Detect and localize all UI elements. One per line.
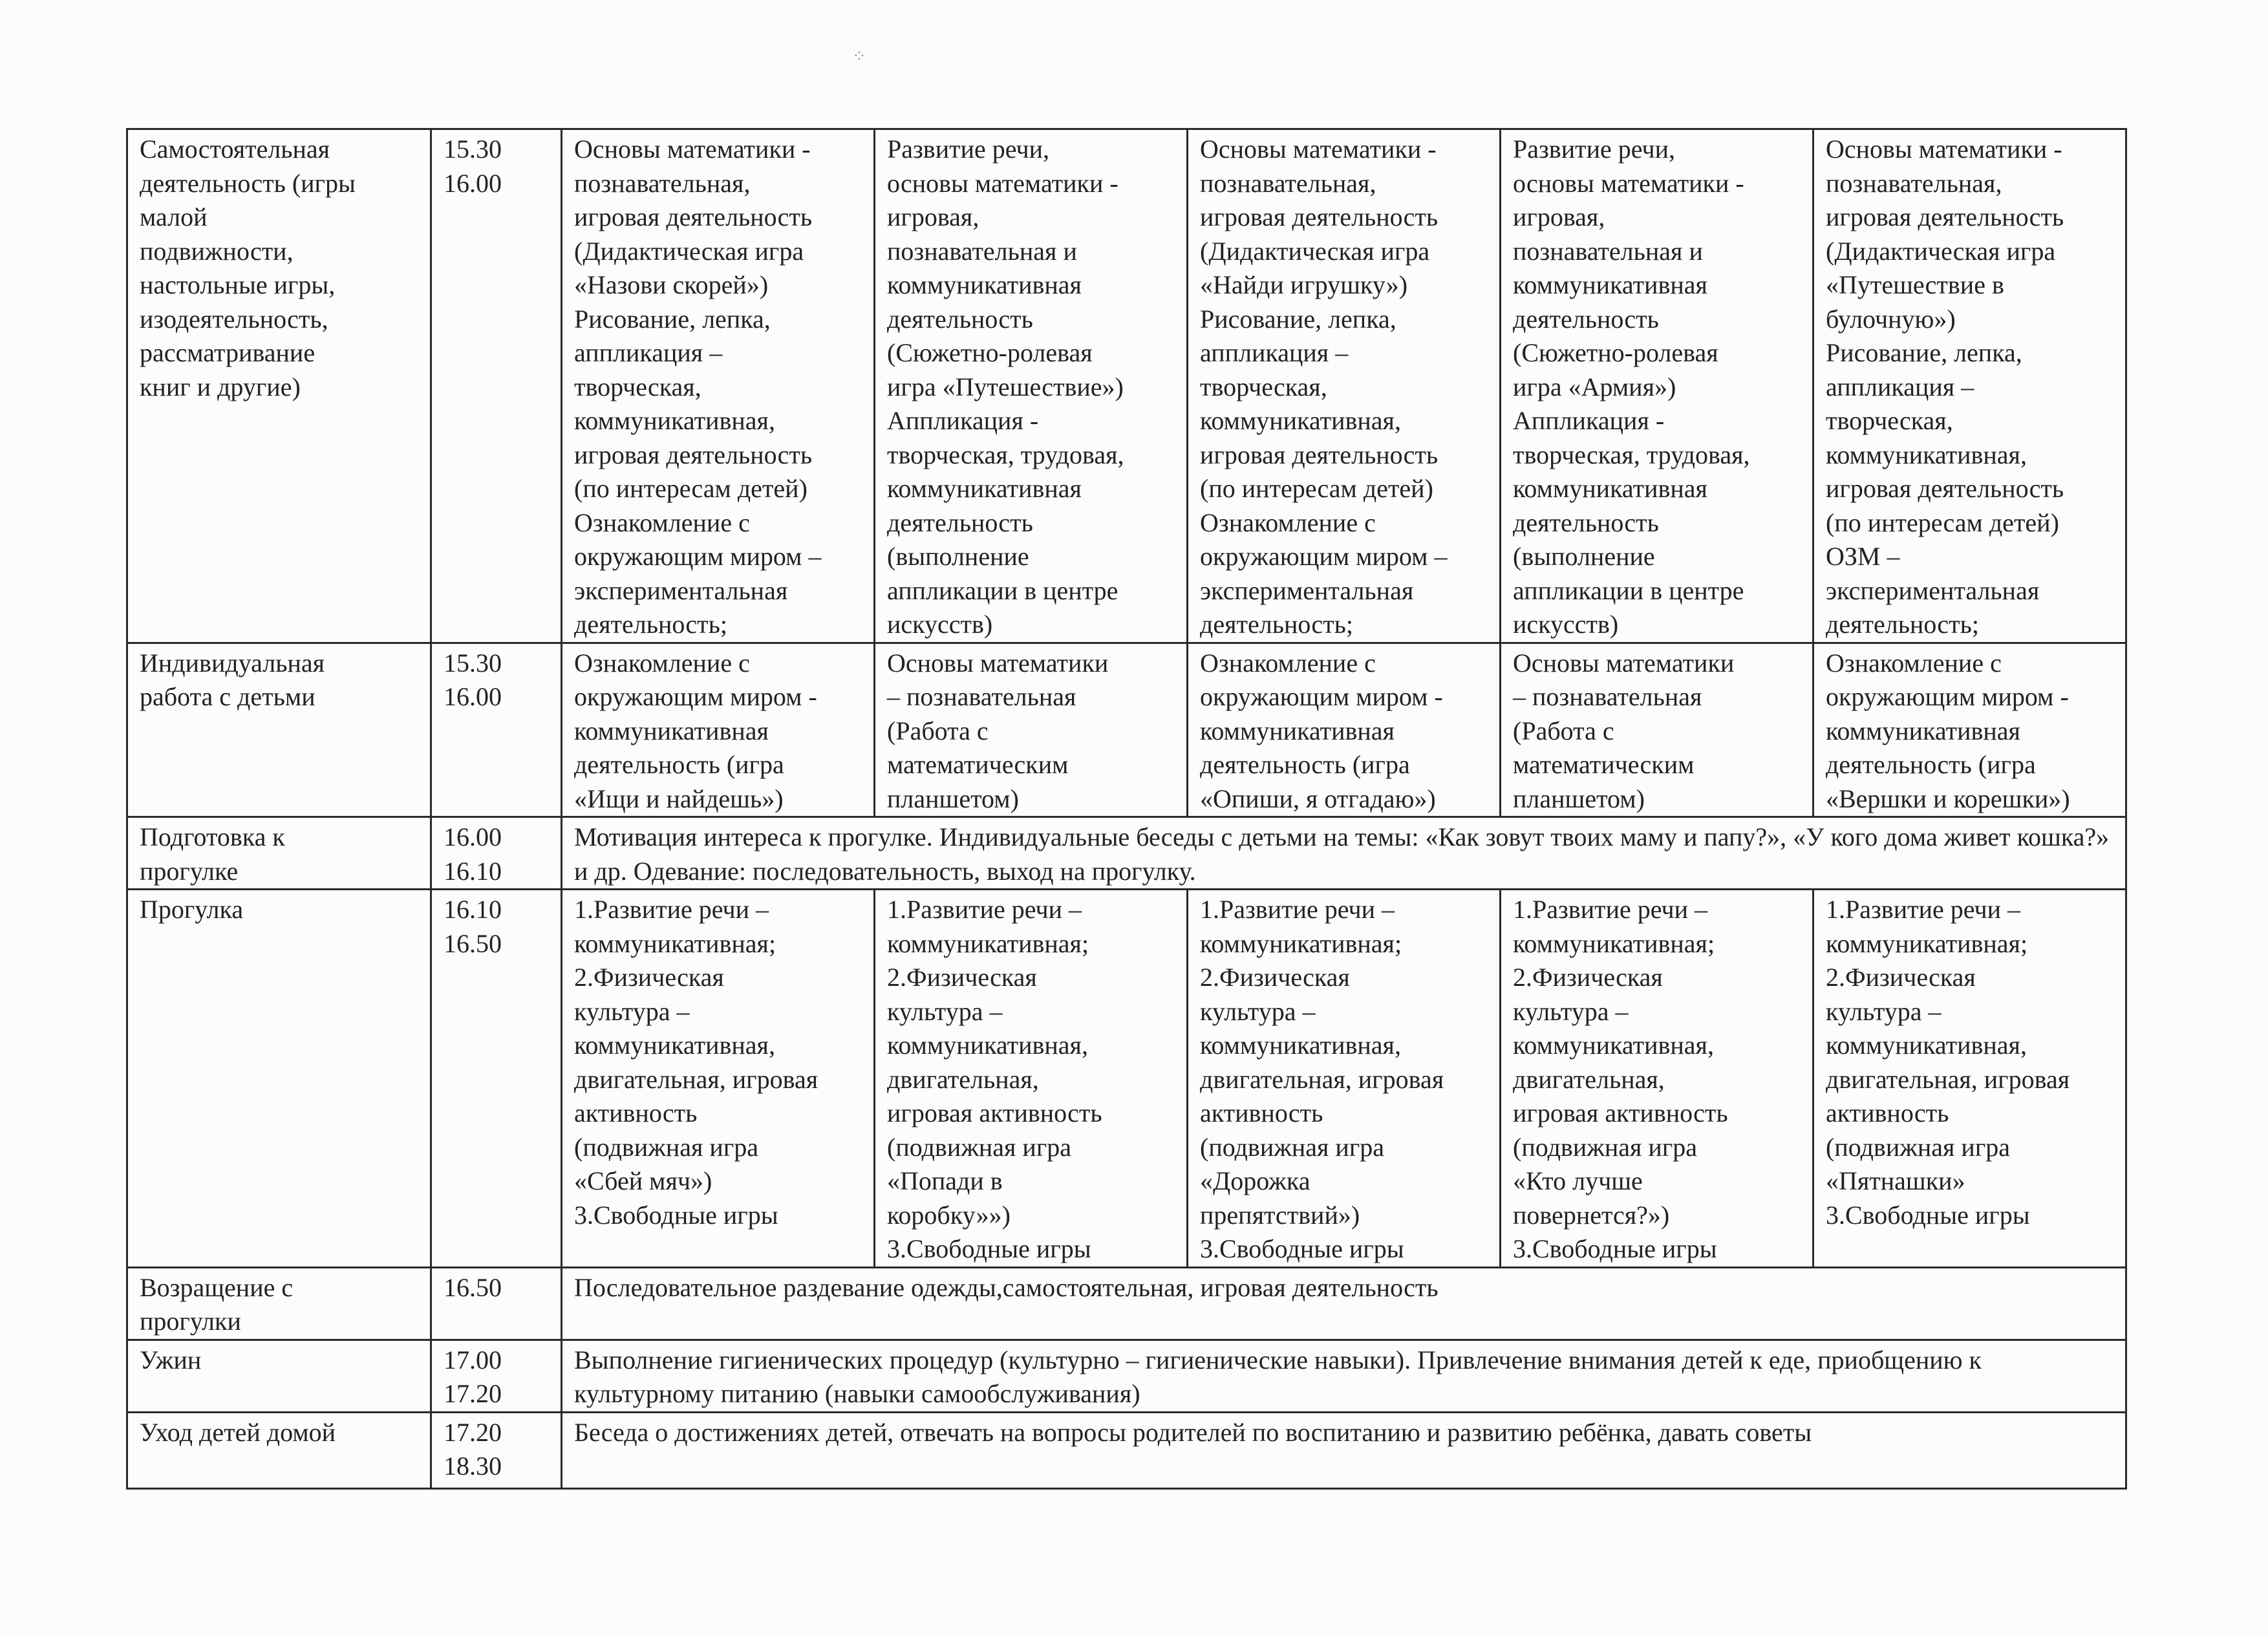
cell-line: 16.50	[444, 1272, 502, 1302]
day-cell	[1813, 643, 2126, 817]
cell-line: «Кто лучше	[1513, 1166, 1643, 1195]
cell-line: познавательная,	[1826, 168, 2002, 198]
cell-line: Ознакомление с	[1826, 648, 2002, 678]
cell-line: игровая активность	[1513, 1098, 1728, 1127]
cell-line: Основы математики -	[574, 134, 811, 164]
cell-line: (подвижная игра	[1826, 1132, 2010, 1162]
cell-line: игровая деятельность	[1826, 202, 2064, 231]
cell-line: – познавательная	[887, 682, 1076, 711]
day-cell	[562, 129, 875, 643]
cell-line: коммуникативная;	[887, 928, 1089, 958]
schedule-table	[126, 128, 2127, 1490]
table-row	[127, 643, 2126, 817]
cell-line: 2.Физическая	[1513, 963, 1663, 992]
cell-line: 17.00	[444, 1345, 502, 1374]
cell-line: деятельность (игра	[1200, 750, 1410, 779]
cell-line: творческая,	[574, 372, 701, 401]
cell-line: 16.00	[444, 168, 502, 198]
day-cell	[562, 890, 875, 1268]
cell-line: прогулке	[140, 856, 239, 886]
cell-line: искусств)	[887, 610, 993, 639]
cell-line: культура –	[1513, 996, 1629, 1026]
cell-line: малой	[140, 202, 208, 231]
cell-line: 2.Физическая	[1200, 963, 1350, 992]
cell-line: игровая активность	[887, 1098, 1102, 1127]
cell-line: коммуникативная	[887, 474, 1082, 503]
cell-line: культура –	[1826, 996, 1942, 1026]
cell-line: коммуникативная,	[574, 406, 775, 435]
cell-line: коммуникативная,	[1513, 1031, 1714, 1060]
activity-cell	[127, 890, 431, 1268]
cell-line: (Работа с	[1513, 716, 1614, 745]
activity-cell	[127, 643, 431, 817]
cell-line: (выполнение	[1513, 542, 1655, 571]
cell-line: (Дидактическая игра	[1826, 236, 2056, 266]
day-cell	[1501, 890, 1813, 1268]
day-cell	[1188, 643, 1501, 817]
day-cell	[562, 643, 875, 817]
cell-line: познавательная и	[1513, 236, 1703, 266]
cell-line: Развитие речи,	[1513, 134, 1676, 164]
cell-line: коммуникативная	[1200, 716, 1395, 745]
cell-line: экспериментальная	[574, 575, 788, 605]
time-cell	[431, 129, 562, 643]
cell-line: деятельность;	[574, 610, 727, 639]
cell-line: аппликация –	[574, 338, 723, 367]
cell-line: игровая деятельность	[1200, 440, 1439, 469]
cell-line: коммуникативная;	[1513, 928, 1715, 958]
time-cell	[431, 817, 562, 890]
cell-line: коммуникативная	[887, 270, 1082, 299]
cell-line: «Найди игрушку»)	[1200, 270, 1408, 299]
activity-cell	[127, 129, 431, 643]
cell-line: математическим	[887, 750, 1069, 779]
cell-line: игра «Армия»)	[1513, 372, 1676, 401]
cell-line: ОЗМ –	[1826, 542, 1900, 571]
cell-line: творческая,	[1200, 372, 1327, 401]
cell-line: 15.30	[444, 134, 502, 164]
cell-line: 15.30	[444, 648, 502, 678]
cell-line: аппликация –	[1200, 338, 1349, 367]
cell-line: (Сюжетно-ролевая	[1513, 338, 1718, 367]
table-row	[127, 890, 2126, 1268]
cell-line: двигательная,	[887, 1064, 1039, 1094]
day-cell	[1813, 129, 2126, 643]
cell-line: «Назови скорей»)	[574, 270, 769, 299]
cell-line: окружающим миром -	[1826, 682, 2069, 711]
cell-line: творческая,	[1826, 406, 1953, 435]
cell-line: Основы математики -	[1826, 134, 2062, 164]
cell-line: игровая,	[887, 202, 979, 231]
day-cell	[1501, 129, 1813, 643]
day-cell	[875, 890, 1188, 1268]
cell-line: 1.Развитие речи –	[1513, 895, 1708, 924]
cell-line: Возращение с	[140, 1272, 294, 1302]
activity-cell	[127, 1340, 431, 1412]
merged-description-cell: Беседа о достижениях детей, отвечать на вопросы родителей по воспитанию и развитию ребёнка, давать советы	[562, 1412, 2126, 1488]
cell-line: деятельность	[887, 304, 1033, 334]
cell-line: аппликация –	[1826, 372, 1974, 401]
cell-line: игровая деятельность	[574, 202, 813, 231]
table-row	[127, 1340, 2126, 1412]
cell-line: аппликации в центре	[887, 575, 1118, 605]
cell-line: игра «Путешествие»)	[887, 372, 1124, 401]
cell-line: игровая деятельность	[1200, 202, 1439, 231]
cell-line: (выполнение	[887, 542, 1029, 571]
cell-line: Основы математики	[1513, 648, 1735, 678]
schedule-body	[127, 129, 2126, 1489]
time-cell	[431, 890, 562, 1268]
cell-line: «Дорожка	[1200, 1166, 1311, 1195]
time-cell	[431, 1340, 562, 1412]
cell-line: подвижности,	[140, 236, 294, 266]
cell-line: коммуникативная,	[1826, 1031, 2027, 1060]
cell-line: изодеятельность,	[140, 304, 328, 334]
cell-line: окружающим миром –	[574, 542, 822, 571]
cell-line: Развитие речи,	[887, 134, 1050, 164]
cell-line: (подвижная игра	[887, 1132, 1071, 1162]
table-row	[127, 817, 2126, 890]
cell-line: двигательная, игровая	[1826, 1064, 2070, 1094]
cell-line: «Путешествие в	[1826, 270, 2004, 299]
cell-line: коммуникативная;	[1826, 928, 2028, 958]
cell-line: окружающим миром -	[574, 682, 817, 711]
cell-line: 18.30	[444, 1451, 502, 1480]
cell-line: работа с детьми	[140, 682, 316, 711]
activity-cell	[127, 1267, 431, 1340]
table-row	[127, 129, 2126, 643]
cell-line: деятельность;	[1200, 610, 1353, 639]
cell-line: Ознакомление с	[574, 508, 750, 537]
cell-line: творческая, трудовая,	[887, 440, 1124, 469]
cell-line: игровая деятельность	[574, 440, 813, 469]
cell-line: препятствий»)	[1200, 1200, 1360, 1230]
cell-line: Аппликация -	[1513, 406, 1665, 435]
cell-line: Подготовка к	[140, 822, 285, 851]
cell-line: деятельность;	[1826, 610, 1979, 639]
day-cell	[1188, 129, 1501, 643]
cell-line: (подвижная игра	[1200, 1132, 1384, 1162]
merged-description-cell: Мотивация интереса к прогулке. Индивидуальные беседы с детьми на темы: «Как зовут твоих маму и папу?», «У кого дома живет кошка?» и др. Одевание: последовательность, выход на прогулку.	[562, 817, 2126, 890]
cell-line: активность	[1200, 1098, 1323, 1127]
cell-line: аппликации в центре	[1513, 575, 1744, 605]
cell-line: двигательная, игровая	[1200, 1064, 1444, 1094]
cell-line: планшетом)	[1513, 784, 1645, 813]
day-cell	[875, 129, 1188, 643]
merged-description-cell: Выполнение гигиенических процедур (культурно – гигиенические навыки). Привлечение внимания детей к еде, приобщению к культурному питанию (навыки самообслуживания)	[562, 1340, 2126, 1412]
cell-line: 3.Свободные игры	[574, 1200, 778, 1230]
cell-line: познавательная,	[1200, 168, 1376, 198]
cell-line: Рисование, лепка,	[1200, 304, 1396, 334]
cell-line: двигательная, игровая	[574, 1064, 818, 1094]
cell-line: (подвижная игра	[1513, 1132, 1697, 1162]
time-cell	[431, 1412, 562, 1488]
cell-line: «Ищи и найдешь»)	[574, 784, 784, 813]
cell-line: экспериментальная	[1826, 575, 2040, 605]
cell-line: «Попади в	[887, 1166, 1003, 1195]
cell-line: – познавательная	[1513, 682, 1702, 711]
cell-line: культура –	[574, 996, 690, 1026]
cell-line: (по интересам детей)	[574, 474, 808, 503]
cell-line: Ужин	[140, 1345, 202, 1374]
cell-line: Уход детей домой	[140, 1417, 336, 1447]
cell-line: коммуникативная	[1513, 270, 1707, 299]
cell-line: игровая деятельность	[1826, 474, 2064, 503]
cell-line: Ознакомление с	[1200, 648, 1376, 678]
cell-line: Прогулка	[140, 895, 244, 924]
table-row	[127, 1412, 2126, 1488]
activity-cell	[127, 1412, 431, 1488]
cell-line: (подвижная игра	[574, 1132, 758, 1162]
day-cell	[875, 643, 1188, 817]
cell-line: коробку»»)	[887, 1200, 1011, 1230]
cell-line: математическим	[1513, 750, 1695, 779]
cell-line: основы математики -	[1513, 168, 1744, 198]
cell-line: Аппликация -	[887, 406, 1039, 435]
cell-line: (Сюжетно-ролевая	[887, 338, 1093, 367]
cell-line: окружающим миром –	[1200, 542, 1448, 571]
cell-line: коммуникативная,	[1200, 1031, 1401, 1060]
cell-line: деятельность	[1513, 508, 1659, 537]
cell-line: настольные игры,	[140, 270, 336, 299]
cell-line: 1.Развитие речи –	[1200, 895, 1395, 924]
cell-line: коммуникативная,	[1826, 440, 2027, 469]
cell-line: коммуникативная,	[887, 1031, 1088, 1060]
table-row	[127, 1267, 2126, 1340]
cell-line: активность	[574, 1098, 698, 1127]
cell-line: деятельность (игра	[1826, 750, 2036, 779]
cell-line: коммуникативная	[1513, 474, 1707, 503]
cell-line: 16.00	[444, 822, 502, 851]
day-cell	[1813, 890, 2126, 1268]
cell-line: 16.10	[444, 856, 502, 886]
cell-line: Основы математики -	[1200, 134, 1437, 164]
cell-line: коммуникативная,	[574, 1031, 775, 1060]
cell-line: игровая,	[1513, 202, 1605, 231]
scan-speck-mark: ⁘	[852, 47, 866, 66]
cell-line: рассматривание	[140, 338, 316, 367]
time-cell	[431, 1267, 562, 1340]
cell-line: 3.Свободные игры	[1826, 1200, 2030, 1230]
cell-line: Индивидуальная	[140, 648, 325, 678]
cell-line: 17.20	[444, 1417, 502, 1447]
activity-cell	[127, 817, 431, 890]
cell-line: деятельность	[887, 508, 1033, 537]
day-cell	[1188, 890, 1501, 1268]
cell-line: познавательная и	[887, 236, 1077, 266]
cell-line: Ознакомление с	[574, 648, 750, 678]
cell-line: (по интересам детей)	[1826, 508, 2059, 537]
cell-line: коммуникативная;	[1200, 928, 1402, 958]
cell-line: булочную»)	[1826, 304, 1956, 334]
cell-line: Самостоятельная	[140, 134, 330, 164]
cell-line: окружающим миром -	[1200, 682, 1443, 711]
cell-line: культура –	[1200, 996, 1316, 1026]
cell-line: познавательная,	[574, 168, 751, 198]
cell-line: 16.50	[444, 928, 502, 958]
cell-line: коммуникативная	[574, 716, 769, 745]
cell-line: 1.Развитие речи –	[887, 895, 1082, 924]
cell-line: 16.10	[444, 895, 502, 924]
cell-line: Рисование, лепка,	[1826, 338, 2022, 367]
cell-line: (Дидактическая игра	[1200, 236, 1430, 266]
cell-line: книг и другие)	[140, 372, 301, 401]
cell-line: деятельность	[1513, 304, 1659, 334]
cell-line: коммуникативная	[1826, 716, 2020, 745]
cell-line: Ознакомление с	[1200, 508, 1376, 537]
cell-line: творческая, трудовая,	[1513, 440, 1750, 469]
time-cell	[431, 643, 562, 817]
cell-line: экспериментальная	[1200, 575, 1414, 605]
cell-line: «Вершки и корешки»)	[1826, 784, 2070, 813]
cell-line: «Пятнашки»	[1826, 1166, 1965, 1195]
cell-line: Рисование, лепка,	[574, 304, 771, 334]
cell-line: культура –	[887, 996, 1003, 1026]
cell-line: «Опиши, я отгадаю»)	[1200, 784, 1436, 813]
cell-line: двигательная,	[1513, 1064, 1665, 1094]
cell-line: 17.20	[444, 1379, 502, 1408]
cell-line: 16.00	[444, 682, 502, 711]
cell-line: 3.Свободные игры	[1200, 1234, 1404, 1263]
cell-line: повернется?»)	[1513, 1200, 1670, 1230]
cell-line: 2.Физическая	[887, 963, 1037, 992]
day-cell	[1501, 643, 1813, 817]
cell-line: активность	[1826, 1098, 1949, 1127]
cell-line: коммуникативная;	[574, 928, 776, 958]
cell-line: Основы математики	[887, 648, 1109, 678]
cell-line: 3.Свободные игры	[1513, 1234, 1717, 1263]
merged-description-cell: Последовательное раздевание одежды,самостоятельная, игровая деятельность	[562, 1267, 2126, 1340]
cell-line: искусств)	[1513, 610, 1619, 639]
cell-line: коммуникативная,	[1200, 406, 1401, 435]
cell-line: (Дидактическая игра	[574, 236, 804, 266]
cell-line: основы математики -	[887, 168, 1118, 198]
cell-line: 2.Физическая	[1826, 963, 1976, 992]
cell-line: (Работа с	[887, 716, 989, 745]
cell-line: 2.Физическая	[574, 963, 724, 992]
cell-line: планшетом)	[887, 784, 1019, 813]
cell-line: «Сбей мяч»)	[574, 1166, 712, 1195]
cell-line: прогулки	[140, 1307, 241, 1336]
cell-line: 1.Развитие речи –	[574, 895, 769, 924]
cell-line: 1.Развитие речи –	[1826, 895, 2021, 924]
cell-line: деятельность (игры	[140, 168, 356, 198]
cell-line: (по интересам детей)	[1200, 474, 1433, 503]
cell-line: деятельность (игра	[574, 750, 784, 779]
cell-line: 3.Свободные игры	[887, 1234, 1091, 1263]
